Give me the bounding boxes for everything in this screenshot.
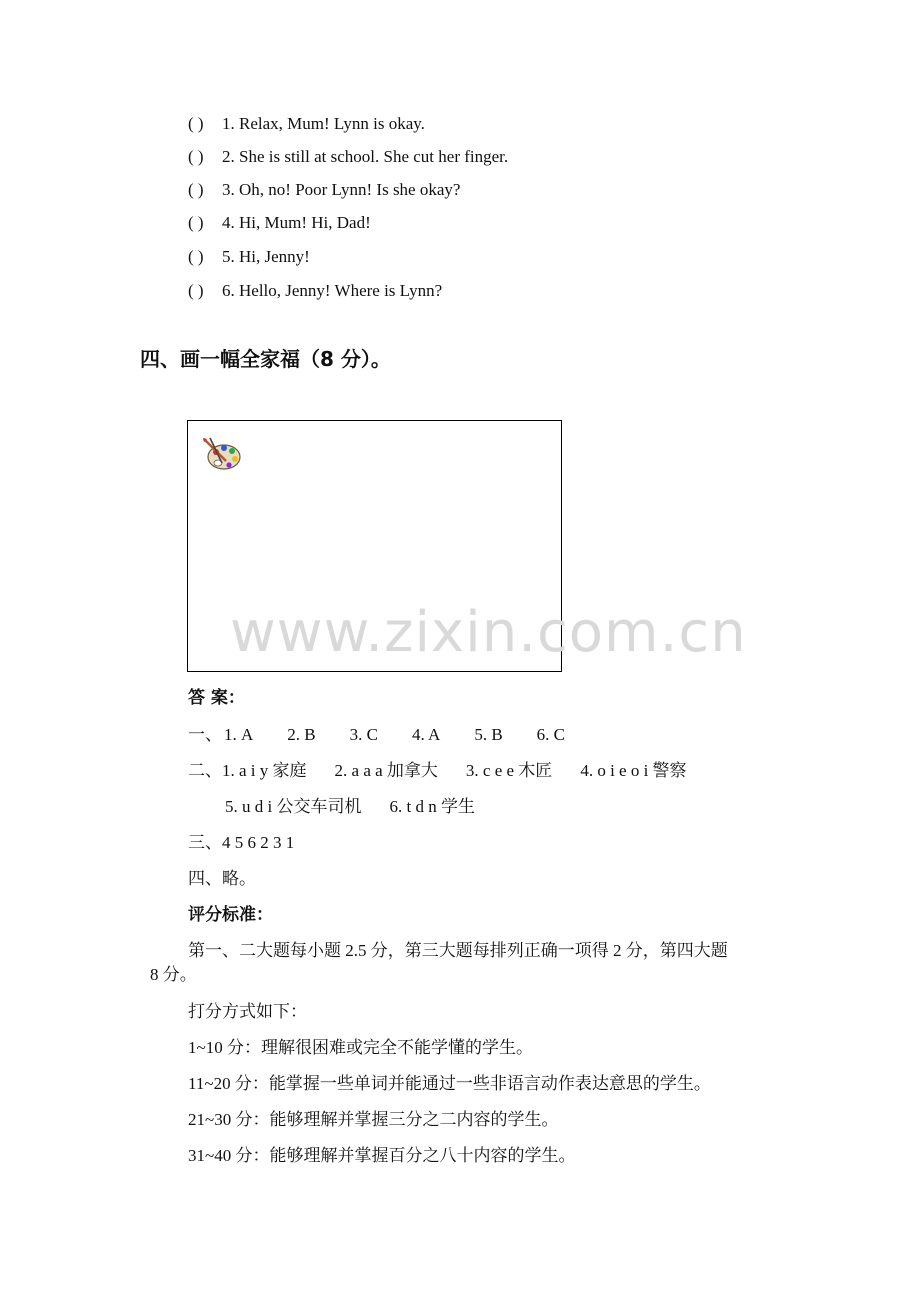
- grading-title: 评分标准：: [188, 905, 273, 925]
- paint-palette-icon: [202, 437, 242, 473]
- answers-part3: 三、4 5 6 2 3 1: [188, 833, 295, 852]
- question-5: ( ) 5. Hi, Jenny!: [188, 247, 310, 266]
- answers-part2-line2: 5. u d i 公交车司机 6. t d n 学生: [225, 797, 475, 816]
- answers-part1: 一、 1. A 2. B 3. C 4. A 5. B 6. C: [188, 725, 565, 744]
- grading-method: 打分方式如下：: [188, 1002, 307, 1021]
- section4-heading: 四、画一幅全家福（8 分）。: [140, 347, 391, 371]
- question-1: ( ) 1. Relax, Mum! Lynn is okay.: [188, 114, 425, 133]
- grading-level-4: 31~40 分：能够理解并掌握百分之八十内容的学生。: [188, 1146, 576, 1165]
- question-6: ( ) 6. Hello, Jenny! Where is Lynn?: [188, 281, 443, 300]
- grading-para1: 第一、二大题每小题 2.5 分，第三大题每排列正确一项得 2 分，第四大题: [188, 941, 728, 960]
- answers-title: 答 案：: [188, 688, 245, 708]
- grading-level-2: 11~20 分：能掌握一些单词并能通过一些非语言动作表达意思的学生。: [188, 1074, 711, 1093]
- question-2: ( ) 2. She is still at school. She cut her finger.: [188, 147, 509, 166]
- grading-para1-cont: 8 分。: [150, 965, 197, 984]
- question-3: ( ) 3. Oh, no! Poor Lynn! Is she okay?: [188, 180, 461, 199]
- answers-part4: 四、略。: [188, 869, 256, 888]
- question-4: ( ) 4. Hi, Mum! Hi, Dad!: [188, 213, 371, 232]
- grading-level-1: 1~10 分：理解很困难或完全不能学懂的学生。: [188, 1038, 533, 1057]
- answers-part2: 二、1. a i y 家庭 2. a a a 加拿大 3. c e e 木匠 4. o i e o i 警察: [188, 761, 687, 780]
- watermark: www.zixin.com.cn: [230, 600, 747, 665]
- grading-level-3: 21~30 分：能够理解并掌握三分之二内容的学生。: [188, 1110, 559, 1129]
